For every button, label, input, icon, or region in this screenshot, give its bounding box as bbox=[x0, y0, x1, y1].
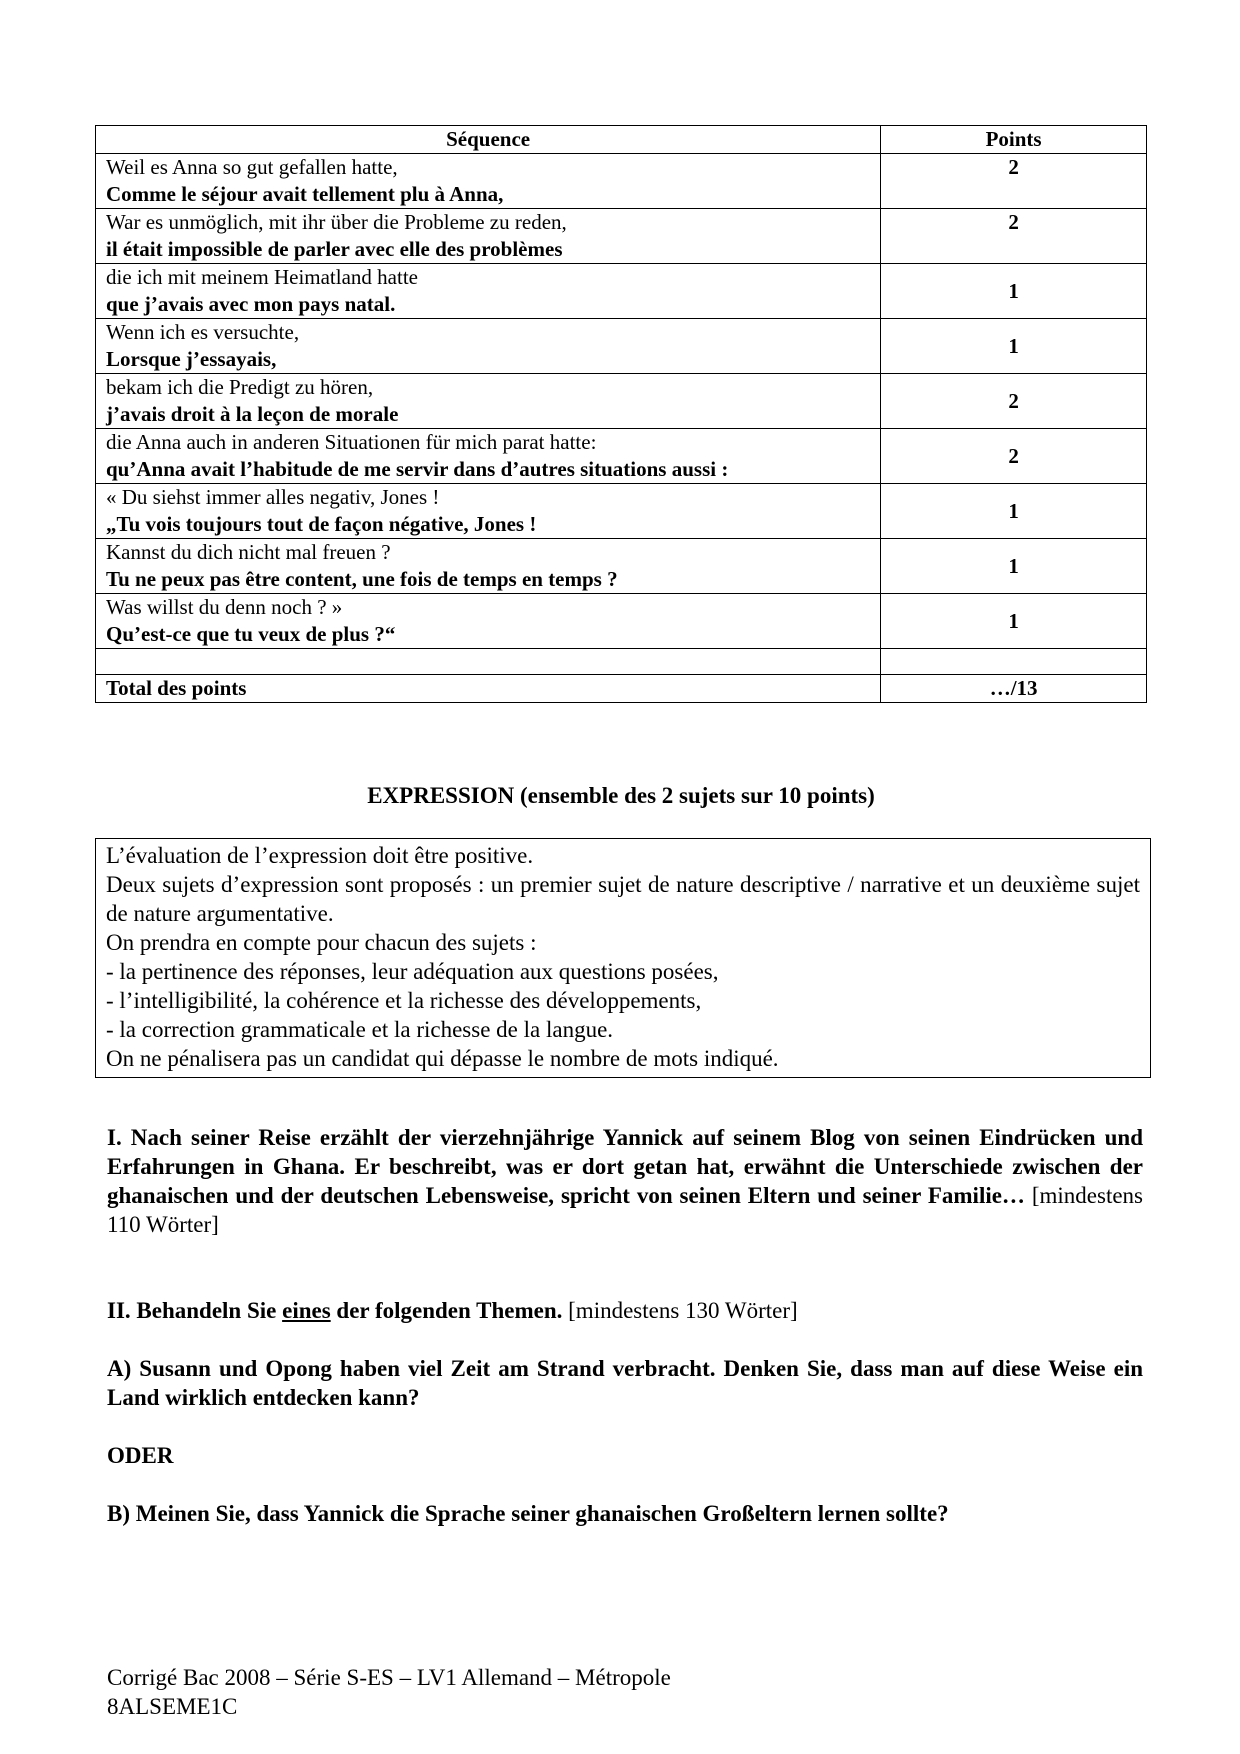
table-row bbox=[96, 429, 1147, 484]
evaluation-box bbox=[95, 838, 1151, 1078]
french-text: Comme le séjour avait tellement plu à Anna, bbox=[106, 182, 504, 206]
score-table bbox=[95, 125, 1147, 703]
box-line: On prendra en compte pour chacun des sujets : bbox=[106, 930, 537, 955]
box-line: - la pertinence des réponses, leur adéquation aux questions posées, bbox=[106, 959, 719, 984]
box-line: - l’intelligibilité, la cohérence et la richesse des développements, bbox=[106, 988, 702, 1013]
french-text: j’avais droit à la leçon de morale bbox=[106, 402, 399, 426]
sequence-cell bbox=[96, 429, 881, 484]
footer-line-1: Corrigé Bac 2008 – Série S-ES – LV1 Allemand – Métropole bbox=[107, 1665, 671, 1690]
french-text: qu’Anna avait l’habitude de me servir dans d’autres situations aussi : bbox=[106, 457, 729, 481]
subject-one-word-count: [mindestens 110 Wörter] bbox=[107, 1183, 1144, 1237]
subject-one-text: I. Nach seiner Reise erzählt der vierzehnjährige Yannick auf seinem Blog von seinen Eindrücken und Erfahrungen in Ghana. Er beschreibt, was er dort getan hat, erwähnt die Unterschiede zwischen der ghanaischen und der deutschen Lebensweise, spricht von seinen Eltern und seiner Familie… bbox=[107, 1125, 1143, 1208]
german-text: Was willst du denn noch ? » bbox=[106, 595, 343, 619]
sequence-cell bbox=[96, 374, 881, 429]
header-sequence: Séquence bbox=[96, 126, 881, 154]
empty-cell bbox=[96, 649, 881, 675]
german-text: Kannst du dich nicht mal freuen ? bbox=[106, 540, 391, 564]
empty-cell bbox=[881, 649, 1147, 675]
table-row bbox=[96, 594, 1147, 649]
total-value: …/13 bbox=[881, 675, 1147, 703]
german-text: bekam ich die Predigt zu hören, bbox=[106, 375, 374, 399]
subject-two-intro: II. Behandeln Sie bbox=[107, 1298, 277, 1323]
box-line: Deux sujets d’expression sont proposés : un premier sujet de nature descriptive / narrative et un deuxième sujet de nature argumentative. bbox=[106, 872, 1140, 926]
subject-two bbox=[107, 1296, 1143, 1325]
footer-line-2: 8ALSEME1C bbox=[107, 1694, 238, 1719]
box-line: - la correction grammaticale et la richesse de la langue. bbox=[106, 1017, 614, 1042]
subject-two-rest: der folgenden Themen. bbox=[336, 1298, 563, 1323]
table-row bbox=[96, 264, 1147, 319]
points-cell: 1 bbox=[881, 264, 1147, 319]
french-text: il était impossible de parler avec elle des problèmes bbox=[106, 237, 563, 261]
total-row bbox=[96, 675, 1147, 703]
french-text: „Tu vois toujours tout de façon négative, Jones ! bbox=[106, 512, 537, 536]
points-cell: 1 bbox=[881, 319, 1147, 374]
sequence-cell bbox=[96, 484, 881, 539]
german-text: Wenn ich es versuchte, bbox=[106, 320, 300, 344]
points-cell: 2 bbox=[881, 374, 1147, 429]
option-b: B) Meinen Sie, dass Yannick die Sprache seiner ghanaischen Großeltern lernen sollte? bbox=[107, 1501, 949, 1526]
sequence-cell bbox=[96, 154, 881, 209]
table-row bbox=[96, 374, 1147, 429]
table-row bbox=[96, 539, 1147, 594]
header-points: Points bbox=[881, 126, 1147, 154]
footer bbox=[107, 1663, 671, 1721]
option-a: A) Susann und Opong haben viel Zeit am Strand verbracht. Denken Sie, dass man auf diese Weise ein Land wirklich entdecken kann? bbox=[107, 1356, 1143, 1410]
german-text: War es unmöglich, mit ihr über die Probleme zu reden, bbox=[106, 210, 567, 234]
empty-row bbox=[96, 649, 1147, 675]
table-header-row bbox=[96, 126, 1147, 154]
german-text: Weil es Anna so gut gefallen hatte, bbox=[106, 155, 398, 179]
table-row bbox=[96, 319, 1147, 374]
german-text: die Anna auch in anderen Situationen für mich parat hatte: bbox=[106, 430, 597, 454]
sequence-cell bbox=[96, 539, 881, 594]
subject-two-word-count: [mindestens 130 Wörter] bbox=[568, 1298, 798, 1323]
sequence-cell bbox=[96, 594, 881, 649]
box-line: L’évaluation de l’expression doit être positive. bbox=[106, 843, 534, 868]
oder-label: ODER bbox=[107, 1443, 174, 1468]
german-text: die ich mit meinem Heimatland hatte bbox=[106, 265, 418, 289]
box-line: On ne pénalisera pas un candidat qui dépasse le nombre de mots indiqué. bbox=[106, 1046, 779, 1071]
french-text: Qu’est-ce que tu veux de plus ?“ bbox=[106, 622, 396, 646]
table-row bbox=[96, 209, 1147, 264]
subject-two-underlined: eines bbox=[282, 1298, 331, 1323]
points-cell: 1 bbox=[881, 539, 1147, 594]
total-label: Total des points bbox=[96, 675, 881, 703]
points-cell: 1 bbox=[881, 594, 1147, 649]
french-text: que j’avais avec mon pays natal. bbox=[106, 292, 396, 316]
sequence-cell bbox=[96, 319, 881, 374]
points-cell: 2 bbox=[881, 209, 1147, 264]
subject-one bbox=[107, 1123, 1143, 1239]
german-text: « Du siehst immer alles negativ, Jones ! bbox=[106, 485, 440, 509]
points-cell: 1 bbox=[881, 484, 1147, 539]
sequence-cell bbox=[96, 264, 881, 319]
table-row bbox=[96, 484, 1147, 539]
french-text: Tu ne peux pas être content, une fois de temps en temps ? bbox=[106, 567, 618, 591]
points-cell: 2 bbox=[881, 429, 1147, 484]
sequence-cell bbox=[96, 209, 881, 264]
french-text: Lorsque j’essayais, bbox=[106, 347, 277, 371]
expression-heading: EXPRESSION (ensemble des 2 sujets sur 10 points) bbox=[367, 783, 875, 808]
table-row bbox=[96, 154, 1147, 209]
points-cell: 2 bbox=[881, 154, 1147, 209]
